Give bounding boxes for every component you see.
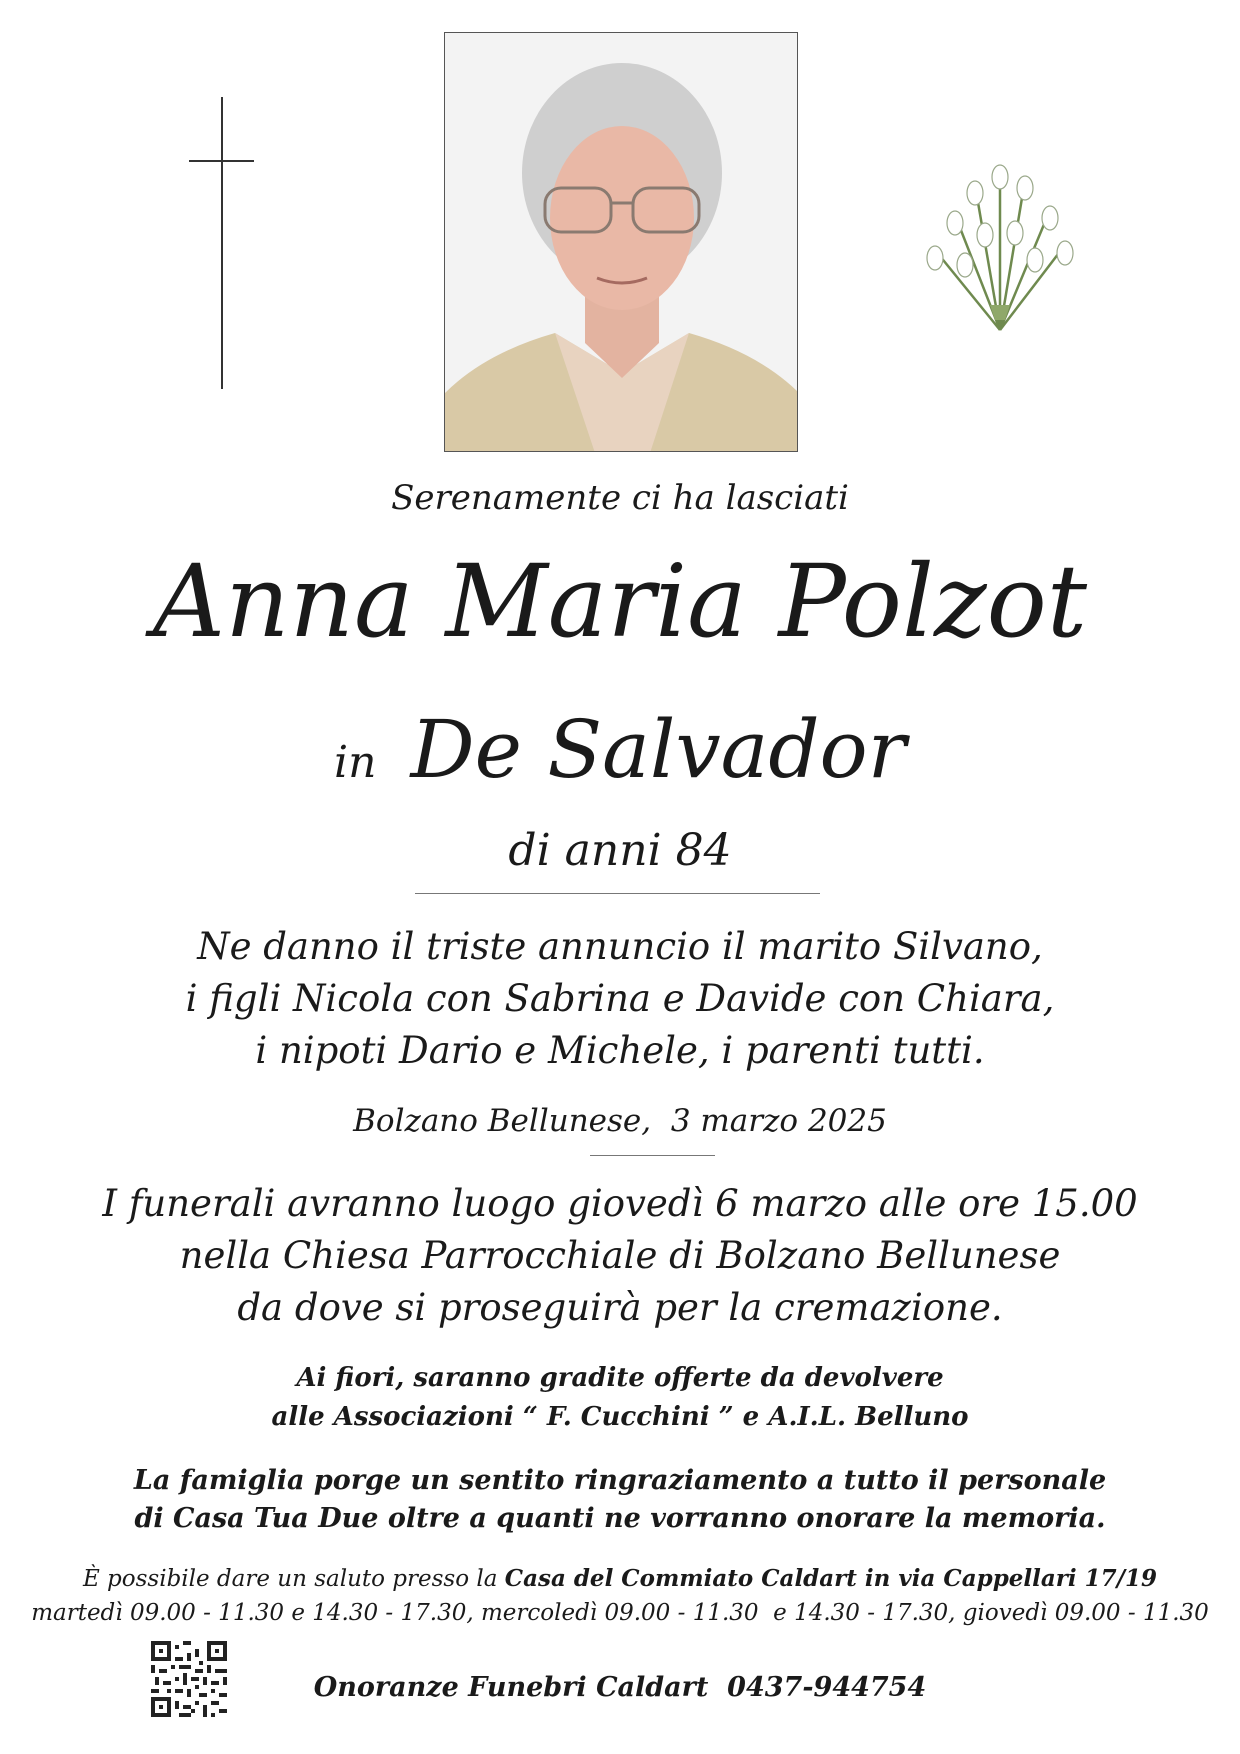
thanks-line: di Casa Tua Due oltre a quanti ne vorranno onorare la memoria. — [134, 1503, 1106, 1534]
divider — [415, 893, 820, 894]
funeral-home-contact: Onoranze Funebri Caldart 0437-944754 — [313, 1672, 927, 1703]
visit-place: Casa del Commiato Caldart in via Cappellari 17/19 — [504, 1565, 1158, 1592]
maiden-name: De Salvador — [410, 703, 906, 796]
maiden-prefix: in — [334, 737, 377, 788]
funeral-line: nella Chiesa Parrocchiale di Bolzano Bellunese — [179, 1234, 1061, 1277]
announcement-line: Ne danno il triste annuncio il marito Silvano, — [197, 925, 1043, 968]
flowers-note-line: alle Associazioni “ F. Cucchini ” e A.I.L. Belluno — [271, 1402, 969, 1432]
funeral-line: da dove si proseguirà per la cremazione. — [237, 1286, 1003, 1329]
thanks-line: La famiglia porge un sentito ringraziamento a tutto il personale — [133, 1465, 1107, 1496]
divider — [590, 1155, 715, 1156]
subtitle: Serenamente ci ha lasciati — [391, 478, 849, 518]
announcement-line: i figli Nicola con Sabrina e Davide con Chiara, — [185, 977, 1055, 1020]
visit-prefix: È possibile dare un saluto presso la — [82, 1566, 505, 1592]
maiden-name-line — [0, 705, 1240, 808]
funeral-line: I funerali avranno luogo giovedì 6 marzo alle ore 15.00 — [102, 1182, 1138, 1225]
deceased-name: Anna Maria Polzot — [152, 543, 1088, 660]
place-date: Bolzano Bellunese, 3 marzo 2025 — [353, 1103, 887, 1139]
flowers-note-line: Ai fiori, saranno gradite offerte da devolvere — [296, 1363, 944, 1393]
visiting-hours: martedì 09.00 - 11.30 e 14.30 - 17.30, mercoledì 09.00 - 11.30 e 14.30 - 17.30, giovedì 09.00 - 11.30 — [31, 1600, 1209, 1626]
visit-info — [0, 1565, 1240, 1592]
announcement-line: i nipoti Dario e Michele, i parenti tutti. — [255, 1029, 985, 1072]
portrait-photo — [444, 32, 798, 452]
snowdrop-bouquet-icon — [915, 155, 1085, 335]
age: di anni 84 — [508, 825, 732, 876]
